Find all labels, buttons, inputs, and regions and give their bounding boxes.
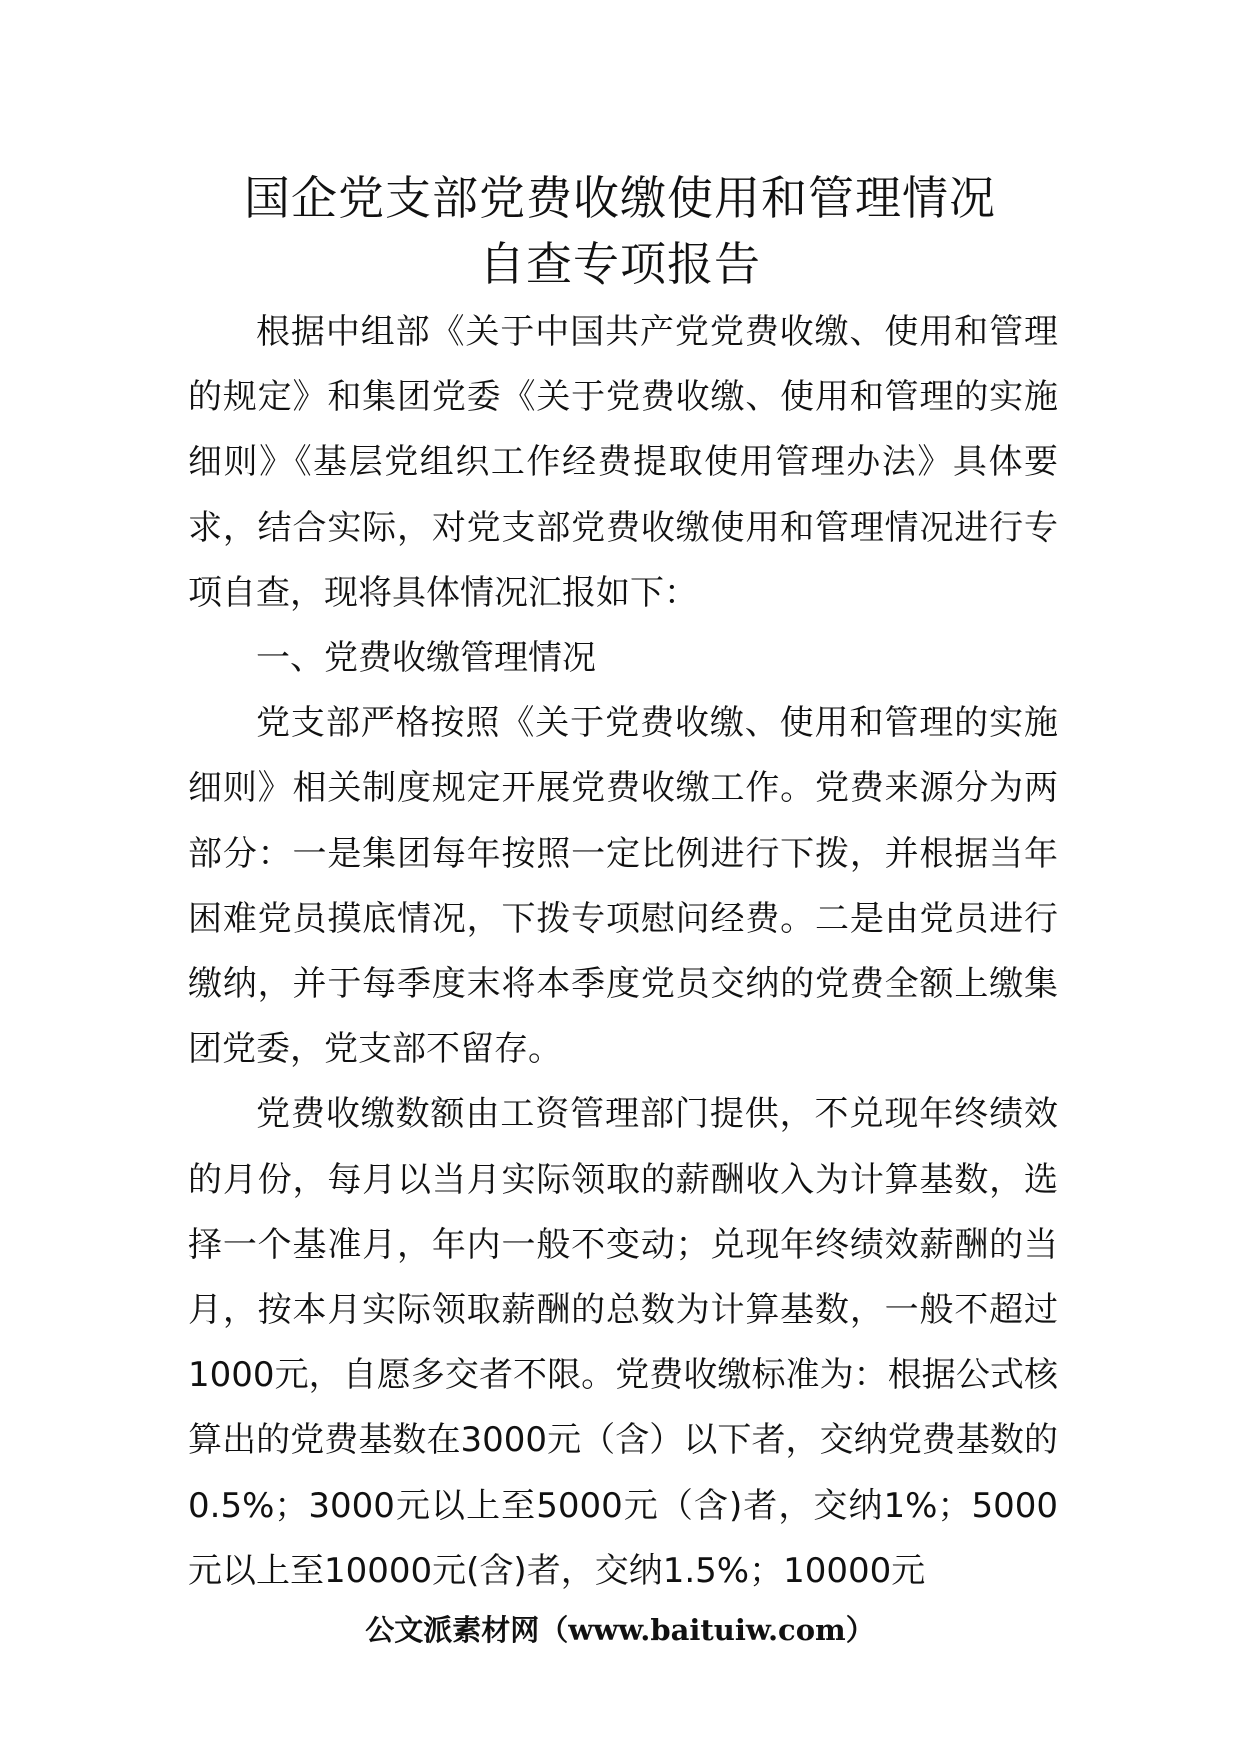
body-paragraph-2: 党费收缴数额由工资管理部门提供，不兑现年终绩效的月份，每月以当月实际领取的薪酬收入为计算基数，选择一个基准月，年内一般不变动；兑现年终绩效薪酬的当月，按本月实际领取薪酬的总数为计算基数，一般不超过1000元，自愿多交者不限。党费收缴标准为：根据公式核算出的党费基数在3000元（含）以下者，交纳党费基数的0.5%；3000元以上至5000元（含)者，交纳1%；5000元以上至10000元(含)者，交纳1.5%；10000元 <box>188 1094 1058 1591</box>
body-paragraph-1: 党支部严格按照《关于党费收缴、使用和管理的实施细则》相关制度规定开展党费收缴工作。党费来源分为两部分：一是集团每年按照一定比例进行下拨，并根据当年困难党员摸底情况，下拨专项慰问经费。二是由党员进行缴纳，并于每季度末将本季度党员交纳的党费全额上缴集团党委，党支部不留存。 <box>188 703 1058 1070</box>
document-title-line1: 国企党支部党费收缴使用和管理情况 <box>244 171 996 225</box>
intro-paragraph: 根据中组部《关于中国共产党党费收缴、使用和管理的规定》和集团党委《关于党费收缴、使用和管理的实施细则》《基层党组织工作经费提取使用管理办法》具体要求，结合实际，对党支部党费收缴使用和管理情况进行专项自查，现将具体情况汇报如下： <box>188 312 1058 613</box>
document-body <box>188 300 1058 1604</box>
document-title-line2: 自查专项报告 <box>479 237 761 291</box>
footer-watermark: 公文派素材网（www.baituiw.com） <box>365 1613 875 1647</box>
section-heading-1: 一、党费收缴管理情况 <box>256 638 596 679</box>
